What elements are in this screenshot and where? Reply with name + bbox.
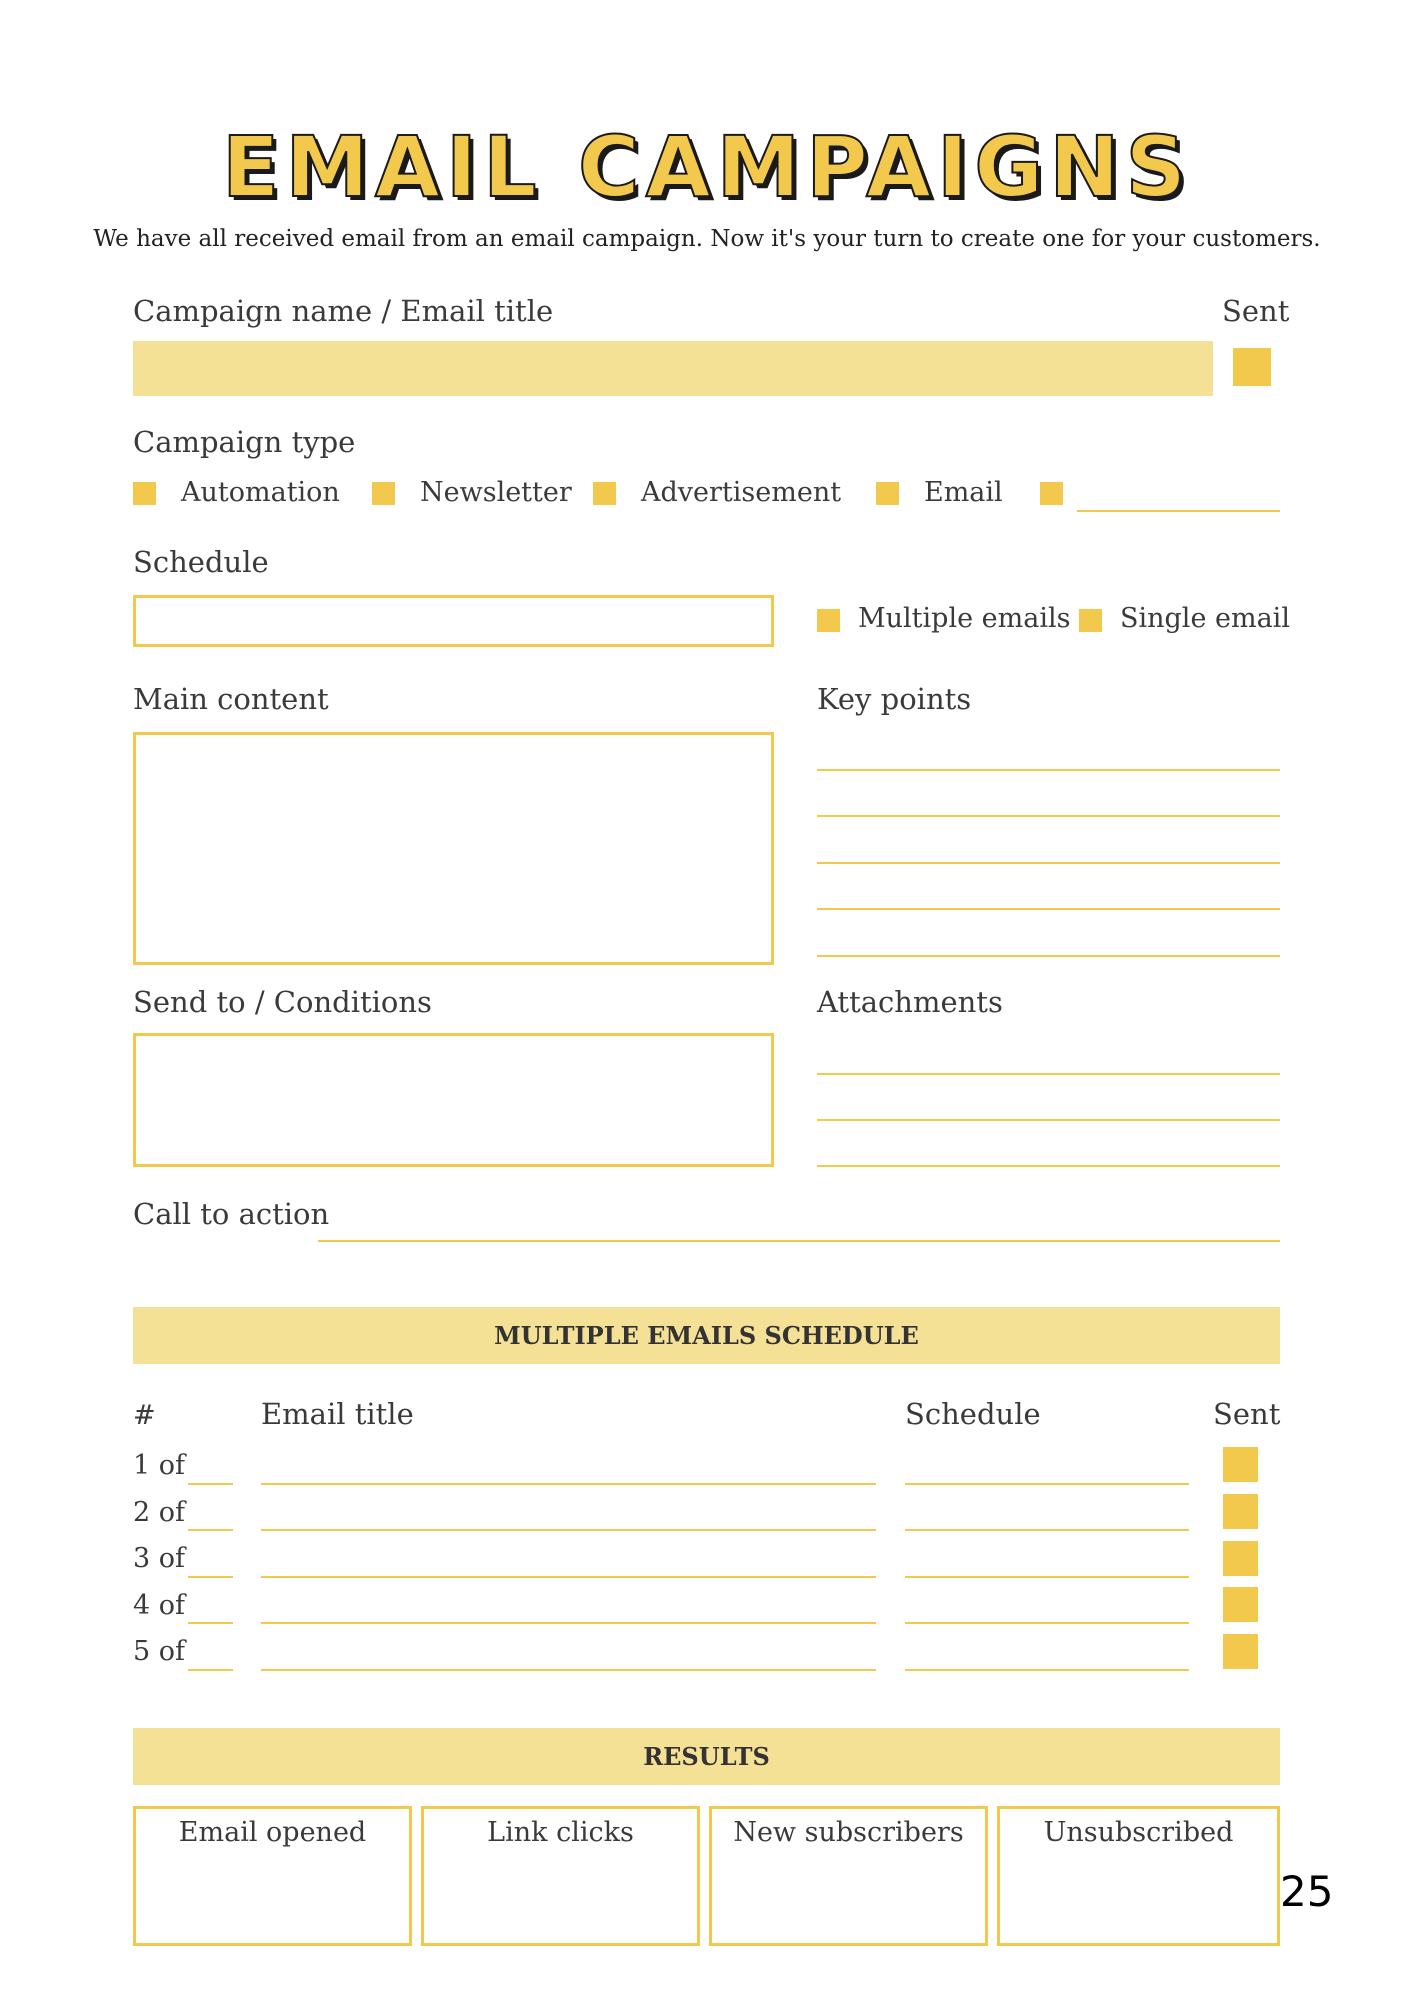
row-email-title-line[interactable]: [261, 1576, 876, 1578]
row-total-line[interactable]: [188, 1576, 233, 1578]
email-label: Email: [924, 477, 1003, 508]
key-point-line[interactable]: [817, 955, 1280, 957]
newsletter-label: Newsletter: [420, 477, 572, 508]
schedule-label: Schedule: [133, 545, 269, 579]
row-total-line[interactable]: [188, 1669, 233, 1671]
row-email-title-line[interactable]: [261, 1529, 876, 1531]
call-to-action-line[interactable]: [318, 1240, 1280, 1242]
key-point-line[interactable]: [817, 862, 1280, 864]
page-title: EMAIL CAMPAIGNS: [221, 118, 1193, 216]
column-email-title: Email title: [261, 1397, 414, 1431]
column-schedule: Schedule: [905, 1397, 1041, 1431]
single-email-label: Single email: [1120, 603, 1290, 634]
row-email-title-line[interactable]: [261, 1483, 876, 1485]
row-number-label: 2 of: [133, 1497, 186, 1528]
unsubscribed-label: Unsubscribed: [1043, 1817, 1234, 1848]
multiple-emails-schedule-heading: MULTIPLE EMAILS SCHEDULE: [133, 1307, 1280, 1364]
row-number-label: 3 of: [133, 1543, 186, 1574]
send-to-box[interactable]: [133, 1033, 774, 1167]
schedule-field[interactable]: [133, 595, 774, 647]
row-total-line[interactable]: [188, 1622, 233, 1624]
new-subscribers-box[interactable]: [709, 1806, 988, 1946]
other-type-checkbox[interactable]: [1040, 482, 1063, 505]
link-clicks-label: Link clicks: [487, 1817, 634, 1848]
call-to-action-label: Call to action: [133, 1197, 330, 1231]
row-schedule-line[interactable]: [905, 1669, 1189, 1671]
key-point-line[interactable]: [817, 908, 1280, 910]
campaign-type-label: Campaign type: [133, 425, 356, 459]
main-content-box[interactable]: [133, 732, 774, 965]
email-opened-label: Email opened: [178, 1817, 367, 1848]
multiple-emails-checkbox[interactable]: [817, 609, 840, 632]
attachment-line[interactable]: [817, 1165, 1280, 1167]
other-type-line[interactable]: [1077, 510, 1280, 512]
sent-label: Sent: [1222, 294, 1290, 328]
row-email-title-line[interactable]: [261, 1622, 876, 1624]
new-subscribers-label: New subscribers: [733, 1817, 964, 1848]
row-sent-checkbox[interactable]: [1223, 1587, 1258, 1622]
row-schedule-line[interactable]: [905, 1576, 1189, 1578]
page-number: 25: [1280, 1867, 1334, 1916]
link-clicks-box[interactable]: [421, 1806, 700, 1946]
attachment-line[interactable]: [817, 1073, 1280, 1075]
row-sent-checkbox[interactable]: [1223, 1494, 1258, 1529]
page-subtitle: We have all received email from an email campaign. Now it's your turn to create one for your customers.: [93, 226, 1321, 252]
row-schedule-line[interactable]: [905, 1529, 1189, 1531]
row-schedule-line[interactable]: [905, 1483, 1189, 1485]
row-number-label: 1 of: [133, 1450, 186, 1481]
newsletter-checkbox[interactable]: [372, 482, 395, 505]
campaign-name-label: Campaign name / Email title: [133, 294, 554, 328]
row-sent-checkbox[interactable]: [1223, 1634, 1258, 1669]
column-sent: Sent: [1213, 1397, 1281, 1431]
attachment-line[interactable]: [817, 1119, 1280, 1121]
campaign-name-field[interactable]: [133, 341, 1213, 396]
key-point-line[interactable]: [817, 769, 1280, 771]
row-email-title-line[interactable]: [261, 1669, 876, 1671]
key-point-line[interactable]: [817, 815, 1280, 817]
automation-label: Automation: [181, 477, 340, 508]
main-content-label: Main content: [133, 682, 329, 716]
row-number-label: 4 of: [133, 1590, 186, 1621]
row-number-label: 5 of: [133, 1636, 186, 1667]
sent-checkbox[interactable]: [1233, 348, 1271, 386]
unsubscribed-box[interactable]: [997, 1806, 1280, 1946]
email-checkbox[interactable]: [876, 482, 899, 505]
row-sent-checkbox[interactable]: [1223, 1541, 1258, 1576]
automation-checkbox[interactable]: [133, 482, 156, 505]
row-total-line[interactable]: [188, 1483, 233, 1485]
advertisement-label: Advertisement: [641, 477, 842, 508]
key-points-label: Key points: [817, 682, 972, 716]
attachments-label: Attachments: [817, 985, 1003, 1019]
column-number: #: [133, 1400, 156, 1431]
row-sent-checkbox[interactable]: [1223, 1447, 1258, 1482]
send-to-label: Send to / Conditions: [133, 985, 432, 1019]
row-schedule-line[interactable]: [905, 1622, 1189, 1624]
results-heading: RESULTS: [133, 1728, 1280, 1785]
multiple-emails-label: Multiple emails: [858, 603, 1071, 634]
email-opened-box[interactable]: [133, 1806, 412, 1946]
advertisement-checkbox[interactable]: [593, 482, 616, 505]
single-email-checkbox[interactable]: [1079, 609, 1102, 632]
row-total-line[interactable]: [188, 1529, 233, 1531]
